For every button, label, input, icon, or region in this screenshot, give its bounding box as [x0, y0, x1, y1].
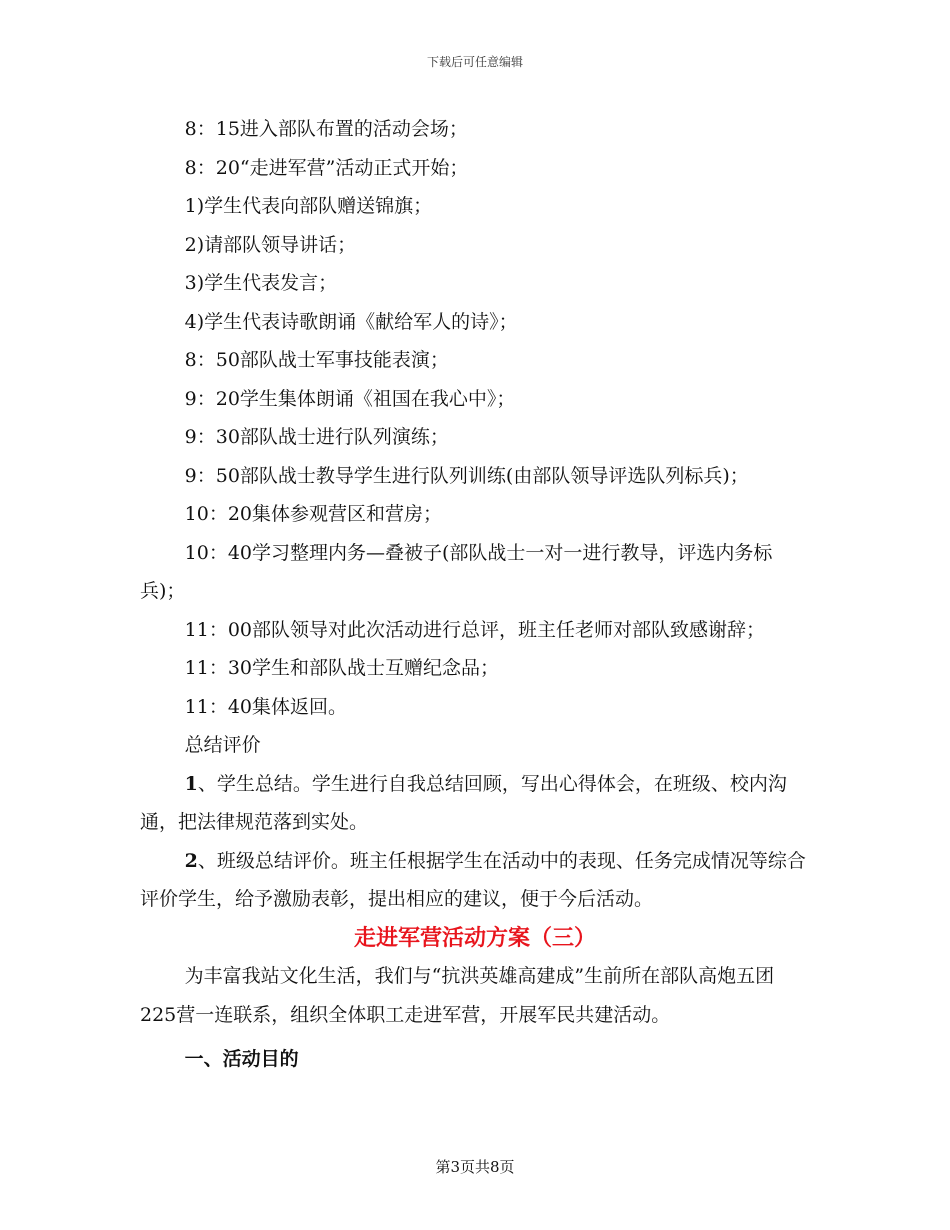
schedule-item: 11：00部队领导对此次活动进行总评，班主任老师对部队致感谢辞；: [184, 618, 765, 641]
schedule-item: 9：50部队战士教导学生进行队列训练(由部队领导评选队列标兵)；: [184, 464, 749, 487]
schedule-item: 4)学生代表诗歌朗诵《献给军人的诗》；: [184, 310, 518, 333]
schedule-item: 10：20集体参观营区和营房；: [184, 503, 442, 525]
schedule-item: 9：30部队战士进行队列演练；: [184, 426, 449, 448]
section-title: 走进军营活动方案（三）: [353, 924, 596, 951]
schedule-item: 3)学生代表发言；: [184, 272, 338, 294]
schedule-item: 11：30学生和部队战士互赠纪念品；: [184, 657, 499, 679]
intro-paragraph: 为丰富我站文化生活，我们与“抗洪英雄高建成”生前所在部队高炮五团225营一连联系，组织全体职工走进军营，开展军民共建活动。: [140, 965, 775, 1026]
schedule-item: 9：20学生集体朗诵《祖国在我心中》；: [184, 387, 516, 410]
schedule-item: 8：15进入部队布置的活动会场；: [184, 118, 468, 140]
summary-item: [140, 765, 810, 842]
document-body: [140, 110, 810, 1079]
schedule-item: 2)请部队领导讲话；: [184, 233, 357, 256]
summary-item-number: 1: [184, 772, 198, 795]
page-header: 下载后可任意编辑: [426, 55, 523, 69]
subsection-heading: 一、活动目的: [184, 1048, 299, 1070]
schedule-item: 8：20“走进军营”活动正式开始；: [184, 156, 469, 179]
schedule-item: 1)学生代表向部队赠送锦旗；: [184, 195, 433, 217]
summary-item: [140, 842, 810, 919]
summary-item-number: 2: [184, 849, 198, 872]
schedule-list: [140, 110, 810, 726]
schedule-item: 10：40学习整理内务—叠被子(部队战士一对一进行教导，评选内务标兵)；: [140, 541, 773, 602]
page-footer: 第3页共8页: [435, 1158, 515, 1176]
summary-heading: 总结评价: [184, 734, 261, 756]
summary-item-text: 、学生总结。学生进行自我总结回顾，写出心得体会，在班级、校内沟通，把法律规范落到实处。: [140, 772, 787, 833]
summary-item-text: 、班级总结评价。班主任根据学生在活动中的表现、任务完成情况等综合评价学生，给予激励表彰，提出相应的建议，便于今后活动。: [140, 849, 806, 910]
schedule-item: 11：40集体返回。: [184, 695, 347, 718]
schedule-item: 8：50部队战士军事技能表演；: [184, 349, 449, 371]
